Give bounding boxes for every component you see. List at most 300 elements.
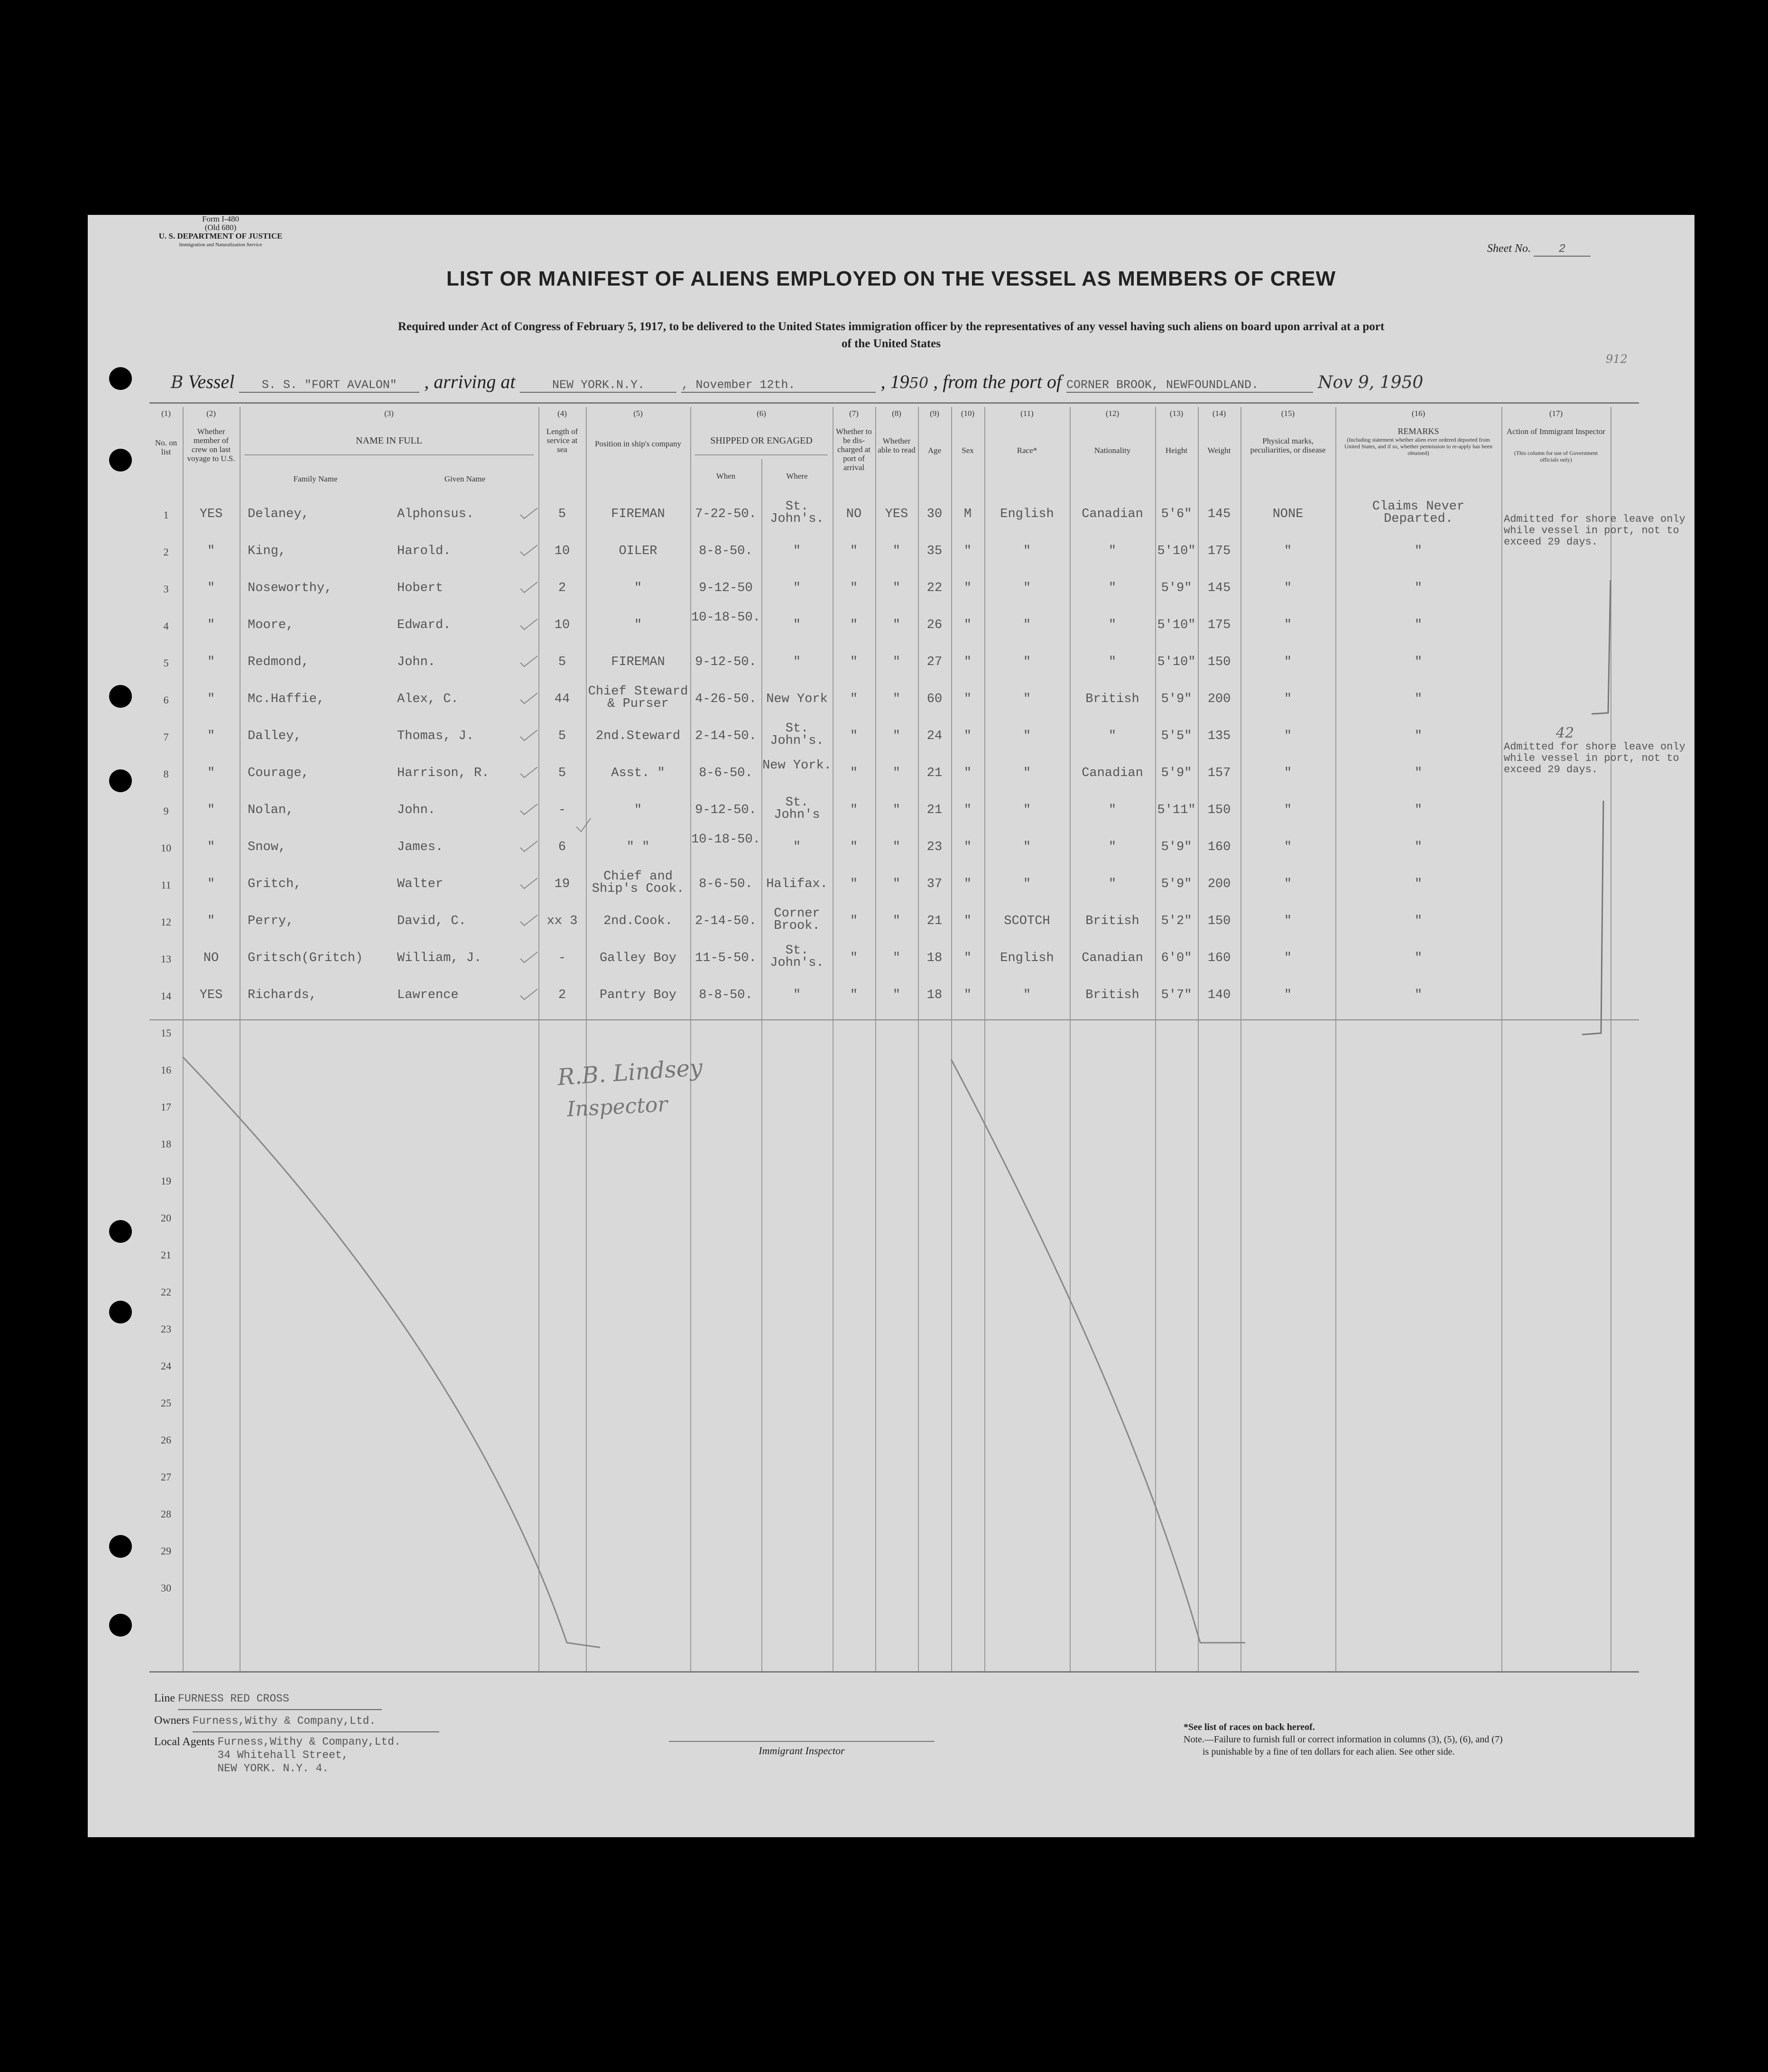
cell-given: David, C. <box>397 914 466 928</box>
cell-read: " <box>892 951 901 965</box>
binder-hole <box>109 1301 132 1323</box>
row-number: 9 <box>163 805 169 817</box>
departure-date: Nov 9, 1950 <box>1317 373 1424 392</box>
cell-when: 10-18-50. <box>691 610 760 625</box>
col10-number: (10) <box>961 409 975 418</box>
cell-given: Thomas, J. <box>397 729 474 743</box>
col11-number: (11) <box>1020 409 1034 418</box>
cell-when: 8-8-50. <box>699 988 753 1002</box>
cell-remarks: " <box>1414 988 1423 1002</box>
row-number: 20 <box>161 1212 171 1224</box>
binder-hole <box>109 769 132 792</box>
cell-where: St. John's. <box>770 500 824 526</box>
cell-weight: 200 <box>1207 692 1231 706</box>
row-number: 22 <box>161 1286 171 1298</box>
row-number: 2 <box>163 546 169 558</box>
col3-number: (3) <box>384 409 394 418</box>
cell-height: 5'10" <box>1157 655 1196 669</box>
cell-discharged: " <box>850 544 858 558</box>
footer-notes <box>1184 1721 1658 1758</box>
cell-read: " <box>892 914 901 928</box>
cell-remarks: " <box>1414 877 1423 891</box>
cell-marks: " <box>1284 729 1292 743</box>
cell-nationality: Canadian <box>1082 507 1143 521</box>
col17-header: Action of Immigrant Inspector <box>1506 427 1606 436</box>
cell-height: 5'10" <box>1157 544 1196 558</box>
cell-position: " <box>634 618 642 632</box>
binder-hole <box>109 1535 132 1558</box>
row-number: 26 <box>161 1434 171 1446</box>
cell-height: 5'10" <box>1157 618 1196 632</box>
row-number: 5 <box>163 657 169 669</box>
row-number: 18 <box>161 1138 171 1150</box>
cell-where: " <box>793 544 801 558</box>
cell-service: 44 <box>554 692 570 706</box>
cell-position: FIREMAN <box>611 655 665 669</box>
bracket-mark-2 <box>1582 801 1603 1035</box>
cell-weight: 175 <box>1207 544 1231 558</box>
cell-marks: " <box>1284 951 1292 965</box>
cell-family: Nolan, <box>248 803 294 817</box>
agents-line-3: NEW YORK. N.Y. 4. <box>217 1762 329 1775</box>
cell-read: " <box>892 655 901 669</box>
cell-read: " <box>892 692 901 706</box>
cell-height: 5'9" <box>1161 692 1192 706</box>
corner-note: 912 <box>1606 352 1628 366</box>
cell-position: 2nd.Steward <box>595 729 681 743</box>
cell-weight: 145 <box>1207 507 1231 521</box>
cell-discharged: NO <box>846 507 862 521</box>
cell-weight: 135 <box>1207 729 1231 743</box>
cell-position: 2nd.Cook. <box>603 914 673 928</box>
row-number: 3 <box>163 583 169 595</box>
cell-weight: 160 <box>1207 951 1231 965</box>
cell-sex: " <box>963 840 972 854</box>
cell-read: " <box>892 877 901 891</box>
cell-service: 10 <box>554 618 570 632</box>
col7-header: Whether to be dis-charged at port of arrival <box>836 427 872 472</box>
cell-race: " <box>1023 581 1031 595</box>
tick-mark <box>576 818 591 832</box>
inspector-signature-line <box>669 1741 935 1742</box>
vessel-name: S. S. "FORT AVALON" <box>239 378 419 393</box>
cell-weight: 145 <box>1207 581 1231 595</box>
col13-number: (13) <box>1169 409 1184 418</box>
cell-remarks: " <box>1414 729 1423 743</box>
cell-service: 5 <box>558 507 566 521</box>
cell-given: Harrison, R. <box>397 766 490 780</box>
line-label: Line <box>154 1692 175 1704</box>
cell-marks: " <box>1284 544 1292 558</box>
cell-race: " <box>1023 988 1031 1002</box>
cell-discharged: " <box>850 840 858 854</box>
cell-prev: " <box>207 581 215 595</box>
sheet-label: Sheet No. <box>1487 242 1531 255</box>
cell-when: 8-6-50. <box>699 766 753 780</box>
cell-nationality: " <box>1108 655 1117 669</box>
col14-header: Weight <box>1207 446 1231 455</box>
col11-header: Race* <box>1017 446 1037 455</box>
cell-age: 23 <box>926 840 943 854</box>
col7-number: (7) <box>849 409 859 418</box>
inspector-note-1: Admitted for shore leave only while vessel in port, not to exceed 29 days. <box>1504 513 1685 548</box>
col4-header: Length of service at sea <box>546 427 578 454</box>
cell-family: Courage, <box>248 766 309 780</box>
col6-number: (6) <box>757 409 766 418</box>
row-number: 29 <box>161 1545 171 1557</box>
cell-sex: " <box>963 877 972 891</box>
cell-position: " <box>634 581 642 595</box>
cell-where: St. John's <box>774 796 820 822</box>
inspector-note-2-mark: 42 <box>1556 725 1574 741</box>
cell-remarks: Claims Never Departed. <box>1372 500 1465 526</box>
owners-value: Furness,Withy & Company,Ltd. <box>193 1711 439 1732</box>
cell-race: " <box>1023 618 1031 632</box>
cell-family: King, <box>248 544 287 558</box>
cell-age: 21 <box>926 803 943 817</box>
manifest-sheet <box>88 215 1694 1837</box>
cell-race: " <box>1023 692 1031 706</box>
cancel-line-left <box>183 1057 600 1647</box>
cell-nationality: Canadian <box>1082 951 1143 965</box>
row-number: 11 <box>161 879 171 891</box>
cell-where: New York <box>766 692 828 706</box>
cell-position: Chief Steward & Purser <box>588 684 688 711</box>
from-port: CORNER BROOK, NEWFOUNDLAND. <box>1066 378 1313 393</box>
cell-service: 2 <box>558 988 566 1002</box>
footer-block <box>154 1688 581 1775</box>
cell-family: Snow, <box>248 840 287 854</box>
cell-sex: " <box>963 581 972 595</box>
cell-race: English <box>1000 951 1054 965</box>
cell-where: " <box>793 618 801 632</box>
row-number: 19 <box>161 1175 171 1187</box>
cell-age: 22 <box>926 581 943 595</box>
cell-prev: " <box>207 803 215 817</box>
cell-discharged: " <box>850 581 858 595</box>
vessel-label: Vessel <box>188 371 235 392</box>
cell-sex: " <box>963 655 972 669</box>
col4-number: (4) <box>557 409 567 418</box>
cell-nationality: " <box>1108 544 1117 558</box>
line-value: FURNESS RED CROSS <box>178 1688 382 1710</box>
cell-family: Gritch, <box>248 877 302 891</box>
cell-height: 6'0" <box>1161 951 1192 965</box>
cell-given: John. <box>397 803 436 817</box>
cell-position: Galley Boy <box>599 951 677 965</box>
row-number: 28 <box>161 1508 171 1520</box>
cell-when: 8-8-50. <box>699 544 753 558</box>
col12-header: Nationality <box>1094 446 1131 455</box>
cell-prev: " <box>207 766 215 780</box>
cell-family: Noseworthy, <box>248 581 333 595</box>
cell-height: 5'5" <box>1161 729 1192 743</box>
cell-service: 5 <box>558 766 566 780</box>
binder-hole <box>109 449 132 472</box>
cell-prev: YES <box>199 507 223 521</box>
cell-discharged: " <box>850 655 858 669</box>
cell-family: Mc.Haffie, <box>248 692 325 706</box>
cell-sex: " <box>963 692 972 706</box>
form-title: LIST OR MANIFEST OF ALIENS EMPLOYED ON THE VESSEL AS MEMBERS OF CREW <box>446 267 1336 290</box>
agents-row <box>154 1735 581 1775</box>
penalty-note-1: Note.—Failure to furnish full or correct information in columns (3), (5), (6), and (7) <box>1184 1734 1503 1745</box>
cell-sex: " <box>963 544 972 558</box>
cell-nationality: Canadian <box>1082 766 1143 780</box>
cell-sex: " <box>963 766 972 780</box>
cell-position: " <box>634 803 642 817</box>
year-suffix: 50 <box>909 374 929 392</box>
cell-prev: NO <box>203 951 219 965</box>
cell-height: 5'7" <box>1161 988 1192 1002</box>
agents-line-1: Furness,Withy & Company,Ltd. <box>217 1736 401 1748</box>
inspector-label: Immigrant Inspector <box>759 1745 845 1757</box>
cell-height: 5'9" <box>1161 581 1192 595</box>
cell-service: xx 3 <box>546 914 578 928</box>
cell-given: John. <box>397 655 436 669</box>
agents-label: Local Agents <box>154 1736 215 1748</box>
cell-family: Delaney, <box>248 507 309 521</box>
cell-discharged: " <box>850 914 858 928</box>
cell-read: " <box>892 840 901 854</box>
cell-nationality: " <box>1108 840 1117 854</box>
col15-header: Physical marks, peculiarities, or disease <box>1250 436 1326 454</box>
col8-number: (8) <box>892 409 901 418</box>
cell-read: " <box>892 988 901 1002</box>
vessel-mark: B <box>171 373 184 392</box>
subtitle-line-1: Required under Act of Congress of February 5, 1917, to be delivered to the United States immigration officer by the representatives of any vessel having such aliens on board upon arrival at a port <box>398 320 1385 333</box>
col5-header: Position in ship's company <box>594 439 682 448</box>
cell-discharged: " <box>850 803 858 817</box>
col15-number: (15) <box>1281 409 1295 418</box>
row-number: 8 <box>163 768 169 780</box>
cell-remarks: " <box>1414 618 1423 632</box>
year-prefix: , 19 <box>880 371 909 392</box>
from-label: , from the port of <box>933 371 1062 392</box>
cell-position: OILER <box>619 544 657 558</box>
agents-value <box>217 1735 483 1775</box>
cell-marks: NONE <box>1272 507 1304 521</box>
cell-nationality: " <box>1108 877 1117 891</box>
cell-race: " <box>1023 803 1031 817</box>
cell-marks: " <box>1284 803 1292 817</box>
cell-where: Halifax. <box>766 877 828 891</box>
row-number: 15 <box>161 1027 171 1039</box>
cell-weight: 150 <box>1207 914 1231 928</box>
cell-age: 60 <box>926 692 943 706</box>
cell-nationality: British <box>1085 914 1139 928</box>
cell-position: Asst. " <box>611 766 665 780</box>
col9-number: (9) <box>930 409 939 418</box>
col10-header: Sex <box>962 446 974 455</box>
cell-sex: " <box>963 729 972 743</box>
col16-note: (Including statement whether alien ever ordered deported from United States, and if so, whether permission to re-apply has been obtained) <box>1344 436 1492 456</box>
cell-read: " <box>892 766 901 780</box>
cell-discharged: " <box>850 618 858 632</box>
cell-weight: 150 <box>1207 655 1231 669</box>
col1-header: No. on list <box>155 438 177 456</box>
cell-race: " <box>1023 877 1031 891</box>
cell-where: " <box>793 581 801 595</box>
col12-number: (12) <box>1105 409 1120 418</box>
cell-height: 5'6" <box>1161 507 1192 521</box>
cell-given: Alex, C. <box>397 692 459 706</box>
cell-where: New York. <box>762 758 832 773</box>
row-number: 13 <box>161 953 171 965</box>
cell-race: " <box>1023 544 1031 558</box>
cell-when: 11-5-50. <box>695 951 757 965</box>
cell-service: 6 <box>558 840 566 854</box>
cell-height: 5'9" <box>1161 840 1192 854</box>
cell-read: " <box>892 618 901 632</box>
cell-position: Chief and Ship's Cook. <box>592 870 685 896</box>
cell-sex: " <box>963 988 972 1002</box>
cell-prev: " <box>207 840 215 854</box>
cell-service: 5 <box>558 655 566 669</box>
col3-header: NAME IN FULL <box>356 435 422 446</box>
cell-position: FIREMAN <box>611 507 665 521</box>
binder-hole <box>109 1614 132 1637</box>
cell-prev: " <box>207 914 215 928</box>
cell-service: 19 <box>554 877 570 891</box>
line-row <box>154 1688 581 1710</box>
col5-number: (5) <box>633 409 643 418</box>
cell-remarks: " <box>1414 581 1423 595</box>
cell-remarks: " <box>1414 655 1423 669</box>
cell-when: 4-26-50. <box>695 692 757 706</box>
form-old-number: (Old 680) <box>204 223 237 232</box>
col2-header: Whether member of crew on last voyage to U.S. <box>187 427 235 463</box>
cell-discharged: " <box>850 729 858 743</box>
cell-position: Pantry Boy <box>599 988 677 1002</box>
cell-family: Gritsch(Gritch) <box>248 951 363 965</box>
cell-discharged: " <box>850 877 858 891</box>
row-number: 16 <box>161 1064 171 1076</box>
cell-prev: " <box>207 877 215 891</box>
bracket-mark-1 <box>1592 580 1611 714</box>
cell-race: English <box>1000 507 1054 521</box>
col1-number: (1) <box>161 409 171 418</box>
cell-nationality: British <box>1085 988 1139 1002</box>
cell-where: " <box>793 655 801 669</box>
cell-read: YES <box>885 507 908 521</box>
cell-family: Dalley, <box>248 729 302 743</box>
col16-header: REMARKS <box>1398 426 1439 436</box>
cell-age: 24 <box>926 729 943 743</box>
agents-line-2: 34 Whitehall Street, <box>217 1749 349 1761</box>
cell-prev: " <box>207 729 215 743</box>
cell-prev: YES <box>199 988 223 1002</box>
col16-number: (16) <box>1411 409 1426 418</box>
form-service: Immigration and Naturalization Service <box>179 242 262 248</box>
cell-weight: 200 <box>1207 877 1231 891</box>
cell-read: " <box>892 803 901 817</box>
row-number: 1 <box>163 509 169 521</box>
cell-remarks: " <box>1414 803 1423 817</box>
cell-age: 27 <box>926 655 943 669</box>
binder-hole <box>109 367 132 390</box>
cell-family: Moore, <box>248 618 294 632</box>
arrival-date: , November 12th. <box>681 378 876 393</box>
cell-race: " <box>1023 766 1031 780</box>
cell-nationality: " <box>1108 803 1117 817</box>
cell-where: " <box>793 988 801 1002</box>
cell-weight: 157 <box>1207 766 1231 780</box>
col17-note: (This column for use of Government officials only) <box>1514 450 1598 463</box>
row-number: 25 <box>161 1397 171 1409</box>
cell-weight: 150 <box>1207 803 1231 817</box>
cell-nationality: British <box>1085 692 1139 706</box>
penalty-note-2: is punishable by a fine of ten dollars for each alien. See other side. <box>1203 1747 1455 1757</box>
sheet-number: 2 <box>1534 243 1591 257</box>
subtitle-line-2: of the United States <box>841 337 941 350</box>
owners-row <box>154 1710 581 1732</box>
inspector-signature: R.B. Lindsey <box>556 1054 703 1091</box>
cell-sex: " <box>963 914 972 928</box>
cell-given: James. <box>397 840 444 854</box>
cell-prev: " <box>207 692 215 706</box>
cell-when: 7-22-50. <box>695 507 757 521</box>
cancel-line-right <box>951 1059 1245 1643</box>
cell-marks: " <box>1284 914 1292 928</box>
cell-given: Edward. <box>397 618 451 632</box>
cell-prev: " <box>207 618 215 632</box>
row-number: 30 <box>161 1582 171 1594</box>
arriving-label: , arriving at <box>424 371 516 392</box>
cell-age: 18 <box>926 988 943 1002</box>
row-number: 21 <box>161 1249 171 1261</box>
form-number: Form I-480 <box>202 214 239 223</box>
cell-weight: 140 <box>1207 988 1231 1002</box>
cell-marks: " <box>1284 581 1292 595</box>
cell-given: William, J. <box>397 951 482 965</box>
col9-header: Age <box>927 446 942 455</box>
col6-where-header: Where <box>786 472 808 481</box>
cell-given: Walter <box>397 877 444 891</box>
cell-race: " <box>1023 655 1031 669</box>
cell-marks: " <box>1284 655 1292 669</box>
owners-label: Owners <box>154 1714 190 1727</box>
cell-service: - <box>558 803 566 817</box>
cell-when: 9-12-50. <box>695 803 757 817</box>
cell-height: 5'9" <box>1161 877 1192 891</box>
col14-number: (14) <box>1212 409 1226 418</box>
cell-where: " <box>793 840 801 854</box>
cell-age: 30 <box>926 507 943 521</box>
cell-marks: " <box>1284 840 1292 854</box>
cell-race: " <box>1023 729 1031 743</box>
cell-marks: " <box>1284 618 1292 632</box>
cell-race: " <box>1023 840 1031 854</box>
cell-where: Corner Brook. <box>774 906 820 933</box>
binder-hole <box>109 1220 132 1243</box>
cell-remarks: " <box>1414 766 1423 780</box>
row-number: 14 <box>161 990 171 1002</box>
cell-remarks: " <box>1414 840 1423 854</box>
cell-when: 2-14-50. <box>695 914 757 928</box>
cell-nationality: " <box>1108 581 1117 595</box>
cell-remarks: " <box>1414 914 1423 928</box>
col2-number: (2) <box>206 409 216 418</box>
cell-family: Perry, <box>248 914 294 928</box>
col6-header: SHIPPED OR ENGAGED <box>710 435 813 446</box>
cell-age: 21 <box>926 766 943 780</box>
cell-age: 37 <box>926 877 943 891</box>
col3-given-header: Given Name <box>444 474 486 483</box>
row-number: 7 <box>163 731 169 743</box>
binder-hole <box>109 685 132 708</box>
row-number: 27 <box>161 1471 171 1483</box>
